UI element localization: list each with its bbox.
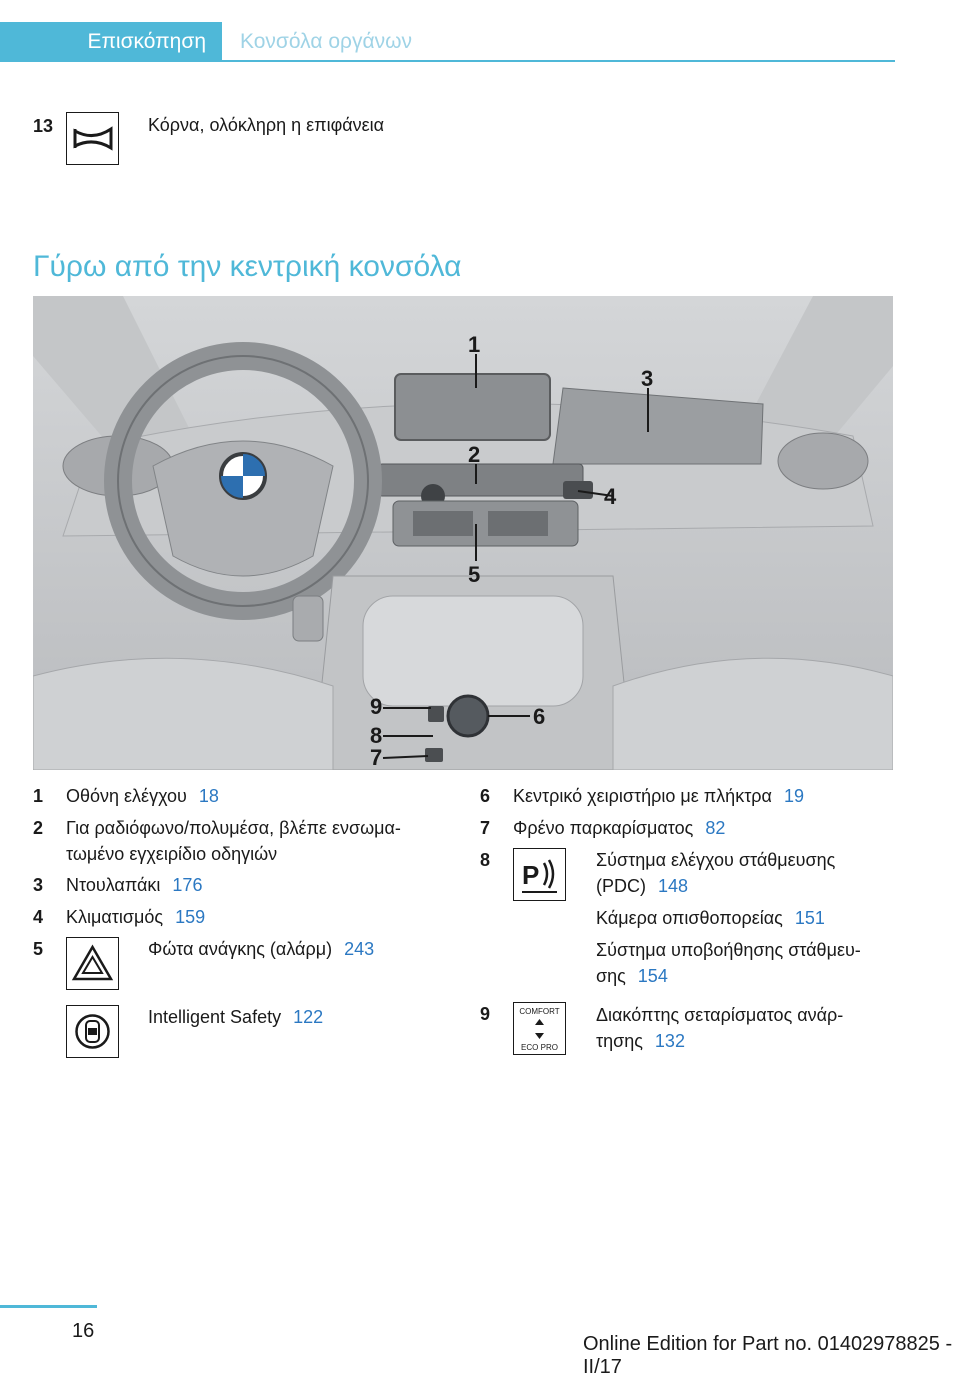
tab-instrument-panel[interactable]: Κονσόλα οργάνων [240,30,412,53]
item-9-number: 9 [480,1004,491,1024]
driving-mode-icon-top: COMFORT [519,1007,560,1016]
horn-icon [66,112,119,165]
item-8-page-link[interactable]: 148 [658,876,689,896]
item-8-text-line2: (PDC) 148 [596,876,689,896]
item-2-number: 2 [33,818,44,838]
edition-text: Online Edition for Part no. 01402978825 - II/17 [583,1333,953,1378]
item-3-text: Ντουλαπάκι 176 [66,875,203,895]
item-7-text: Φρένο παρκαρίσματος 82 [513,818,726,838]
callout-9: 9 [370,694,383,719]
callout-7: 7 [370,745,383,770]
callout-2: 2 [468,442,481,467]
park-assist-text-line1: Σύστημα υποβοήθησης στάθμευ- [596,940,861,960]
item-4-page-link[interactable]: 159 [175,907,206,927]
header-tabs [0,0,895,62]
page-number: 16 [72,1320,95,1342]
callout-3: 3 [641,366,654,391]
item-8-text-line1: Σύστημα ελέγχου στάθμευσης [596,850,836,870]
item-6-page-link[interactable]: 19 [783,786,804,806]
intelligent-safety-icon [66,1005,119,1058]
item-7-page-link[interactable]: 82 [705,818,726,838]
item-9-text-line1: Διακόπτης σεταρίσματος ανάρ- [596,1005,844,1025]
item-8-number: 8 [480,850,491,870]
item-5-number: 5 [33,939,44,959]
item-9-text-line2: τησης 132 [596,1031,685,1051]
callout-4: 4 [604,484,617,509]
section-title: Γύρω από την κεντρική κονσόλα [33,250,462,283]
rear-camera-text: Κάμερα οπισθοπορείας 151 [596,908,825,928]
item-1-text: Οθόνη ελέγχου 18 [66,786,219,806]
svg-text:P: P [522,860,540,890]
dashboard-illustration [33,296,893,770]
rear-camera-page-link[interactable]: 151 [794,908,825,928]
park-assist-text-line2: σης 154 [596,966,668,986]
tab-overview[interactable]: Επισκόπηση [0,22,222,62]
item-3-number: 3 [33,875,44,895]
footer-rule [0,1305,97,1308]
item-5-text: Φώτα ανάγκης (αλάρμ) 243 [148,939,375,959]
item-1-number: 1 [33,786,44,806]
item-2-text-line2: τωμένο εγχειρίδιο οδηγιών [66,844,278,864]
driving-mode-icon-bottom: ECO PRO [521,1043,558,1052]
item-3-page-link[interactable]: 176 [172,875,203,895]
intelligent-safety-text: Intelligent Safety 122 [148,1007,324,1027]
item-1-page-link[interactable]: 18 [198,786,219,806]
item-13-text: Κόρνα, ολόκληρη η επιφάνεια [148,115,385,135]
pdc-icon [513,848,566,901]
header-rule [222,60,895,62]
item-6-text: Κεντρικό χειριστήριο με πλήκτρα 19 [513,786,804,806]
item-4-text: Κλιματισμός 159 [66,907,206,927]
item-13-number: 13 [33,116,54,136]
callout-8: 8 [370,723,383,748]
intelligent-safety-page-link[interactable]: 122 [293,1007,324,1027]
item-6-number: 6 [480,786,491,806]
item-4-number: 4 [33,907,44,927]
callout-5: 5 [468,562,481,587]
callout-1: 1 [468,332,481,357]
driving-mode-icon [513,1002,566,1055]
hazard-warning-icon [66,937,119,990]
park-assist-page-link[interactable]: 154 [637,966,668,986]
item-2-text-line1: Για ραδιόφωνο/πολυμέσα, βλέπε ενσωμα- [66,818,401,838]
callout-6: 6 [533,704,546,729]
item-5-page-link[interactable]: 243 [344,939,375,959]
item-9-page-link[interactable]: 132 [654,1031,685,1051]
item-7-number: 7 [480,818,491,838]
